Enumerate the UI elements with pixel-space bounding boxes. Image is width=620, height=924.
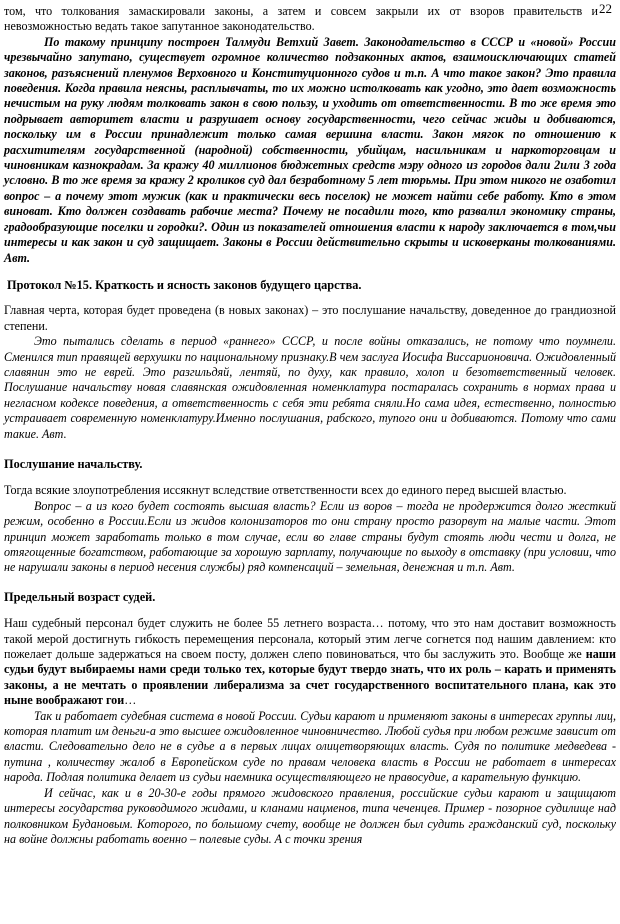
judges-ellipsis: … (124, 693, 137, 708)
main-paragraph: Главная черта, которая будет проведена (в новых законах) – это послушание начальству, доведенное до грандиозной степени. (4, 303, 616, 333)
author-comment-1: По такому принципу построен Талмуди Ветхий Завет. Законодательство в СССР и «новой» России чрезвычайно запутано, существует огромное количество подзаконных актов, взаимоисключающих статей законов, разъяснений пленумов Верховного и Конституционного судов и т.п. А что такое закон? Это правила поведения. Когда правила неясны, расплывчаты, то их можно истолковать как угодно, это дает возможность нечистым на руку людям толковать закон в свою пользу, и уходить от ответственности. В то же время это подрывает авторитет власти и разрушает основу государственности, чего сейчас жиды и добиваются, поскольку им в России принадлежит только самая вершина власти. Закон мягок по отношению к расхитителям государственной (народной) собственности, убийцам, насильникам и наркоторговцам и чиновникам казнокрадам. За кражу 40 миллионов бюджетных средств мэру одного из городов дали 2или 3 года условно. В то же время за кражу 2 кроликов суд дал безработному 5 лет тюрьмы. При этом никого не озаботил вопрос – а почему этот мужик (как и практически весь поселок) не может найти себе работу. Кто в этом виноват. Кто должен создавать рабочие места? Почему не посадили того, кто развалил экономику страны, градообразующие поселки и городки?. Один из показателей отношения власти к народу заключается в том,чьи интересы и как закон и суд защищает. Законы в России действительно скрыты и исковерканы толкованиями. Авт. (4, 34, 616, 265)
heading-judge-age: Предельный возраст судей. (4, 589, 156, 604)
author-comment-2: Это пытались сделать в период «раннего» СССР, и после войны отказались, не потому что поумнели. Сменился тип правящей верхушки по национальному признаку.В чем заслуга Иосифа Виссарионовича. Ожидовленный славянин это не еврей. Это разгильдяй, лентяй, по духу, как правило, холоп и безответственный человек. Послушание начальству новая славянская ожидовленная номенклатура постаралась сохранить в нормах права и негласном кодексе поведения, а ответственность с себя эти ребята сняли.Но сама идея, естественно, полностью устраивает современную номенклатуру.Именно послушания, рабского, тупого они и добиваются. Потому что сами такие. Авт. (4, 334, 616, 441)
intro-paragraph: том, что толкования замаскировали законы, а затем и совсем закрыли их от взоров правительств и невозможностью ведать такое запутанное законодательство. (4, 4, 598, 34)
page-number: 22 (599, 1, 612, 16)
author-comment-4: Так и работает судебная система в новой России. Судьи карают и применяют законы в интересах группы лиц, которая платит им деньги-а это высшее ожидовленное чиновничество. Любой судья при любом режиме зависит от власти. Следовательно дело не в судье а в первых лицах олицетворяющих власть. Судя по политике медведева - путина , количеству жалоб в Европейском суде по правам человека власть в России не работает в интересах народа. Подлая политика делает из судьи наемника осуществляющего не правосудие, а карательную функцию. (4, 708, 616, 785)
document-page (4, 0, 616, 924)
heading-protocol-15: Протокол №15. Краткость и ясность законов будущего царства. (7, 277, 362, 292)
judges-bold-text: наши судьи будут выбираемы нами среди только тех, которые будут твердо знать, что их роль – карать и применять законы, а не мечтать о проявлении либерализма за счет государственного воспитательного плана, как это ныне воображают гои (4, 647, 616, 708)
judges-paragraph (4, 616, 616, 708)
judges-text: Наш судебный персонал будет служить не более 55 летнего возраста… потому, что это нам доставит возможность такой мерой достигнуть гибкость перемещения персонала, который этим легче согнется под нашим давлением: кто пожелает дольше задержаться на своем посту, должен слепо повиноваться, что бы заслужить это. Вообще же (4, 616, 616, 662)
heading-obedience: Послушание начальству. (4, 456, 143, 471)
author-comment-3: Вопрос – а из кого будет состоять высшая власть? Если из воров – тогда не продержится долго жесткий режим, особенно в России.Если из жидов колонизаторов то они страну просто разорвут на малые части. Этот принцип может заработать только в том случае, если во главе страны будут стоять люди чести и долга, не отягощенные богатством, работающие за хорошую зарплату, получающие по выходу в отставку (при условии, что не нарушали законы в период несения службы) ряд компенсаций – земельная, денежная и т.п. Авт. (4, 498, 616, 575)
author-comment-5: И сейчас, как и в 20-30-е годы прямого жидовского правления, российские судьи карают и защищают интересы государства руководимого жидами, и кланами нацменов, типа чеченцев. Пример - позорное судилище над полковником Будановым. Которого, по большому счету, вообще не должен был судить гражданский суд, поскольку на войне должны работать военно – полевые суды. А с точки зрения (4, 785, 616, 846)
then-paragraph: Тогда всякие злоупотребления иссякнут вследствие ответственности всех до единого перед высшей властью. (4, 483, 567, 498)
